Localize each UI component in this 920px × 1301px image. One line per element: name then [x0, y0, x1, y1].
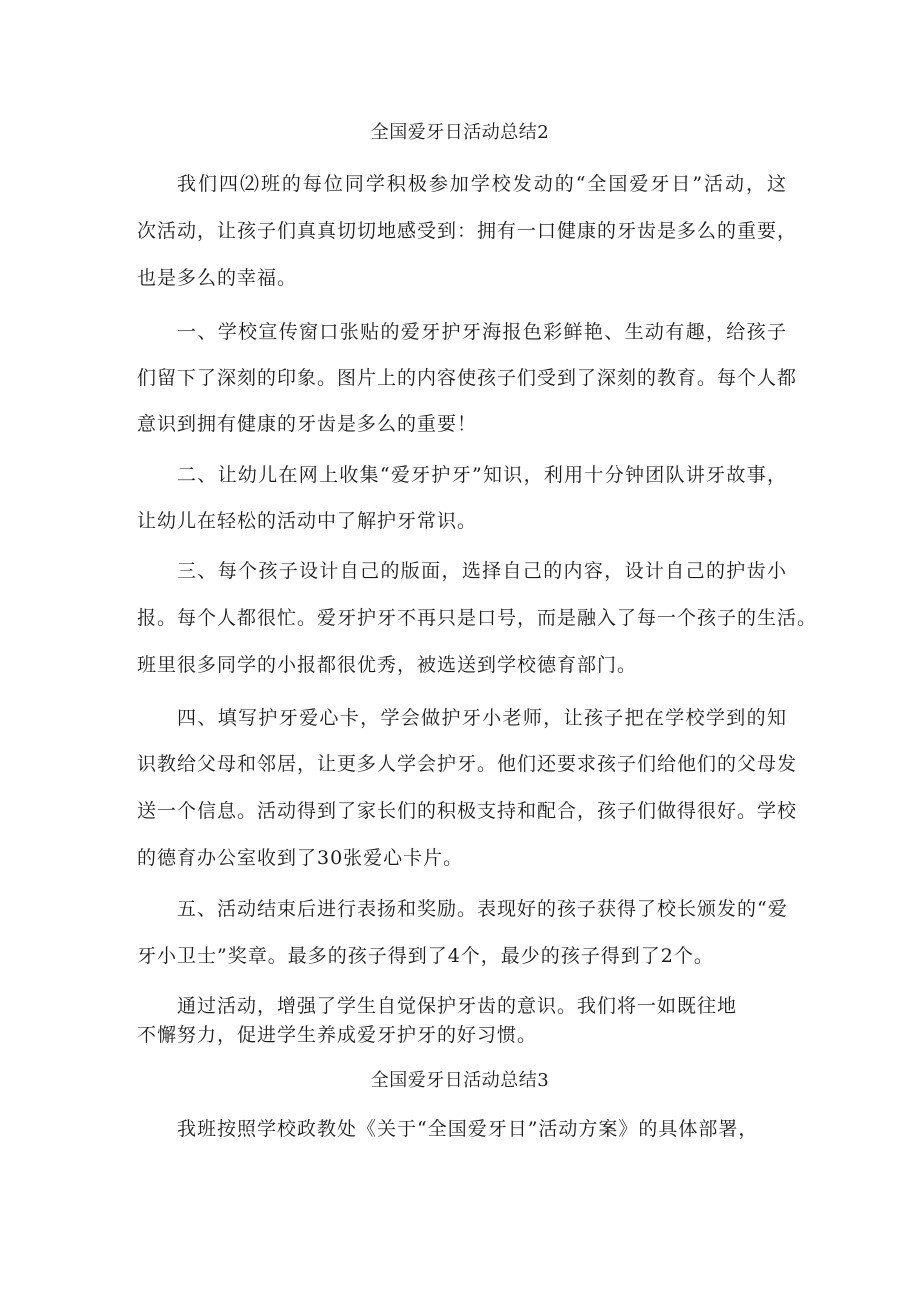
paragraph-line: 三、每个孩子设计自己的版面，选择自己的内容，设计自己的护齿小 — [177, 560, 787, 582]
section-title: 全国爱牙日活动总结2 — [370, 122, 550, 143]
paragraph-line: 牙小卫士”奖章。最多的孩子得到了4个，最少的孩子得到了2个。 — [137, 945, 714, 967]
paragraph-line: 通过活动，增强了学生自觉保护牙齿的意识。我们将一如既往地 — [177, 995, 738, 1017]
paragraph-line: 送一个信息。活动得到了家长们的积极支持和配合，孩子们做得很好。学校 — [137, 800, 798, 822]
paragraph-line: 意识到拥有健康的牙齿是多么的重要！ — [137, 413, 478, 435]
paragraph-line: 们留下了深刻的印象。图片上的内容使孩子们受到了深刻的教育。每个人都 — [137, 367, 798, 389]
paragraph-line: 五、活动结束后进行表扬和奖励。表现好的孩子获得了校长颁发的“爱 — [177, 898, 788, 920]
paragraph-line: 次活动，让孩子们真真切切地感受到：拥有一口健康的牙齿是多么的重要， — [137, 220, 798, 242]
paragraph-line: 我班按照学校政教处《关于“全国爱牙日”活动方案》的具体部署， — [177, 1118, 759, 1140]
paragraph-line: 识教给父母和邻居，让更多人学会护牙。他们还要求孩子们给他们的父母发 — [137, 753, 798, 775]
paragraph-line: 让幼儿在轻松的活动中了解护牙常识。 — [137, 510, 478, 532]
paragraph-line: 四、填写护牙爱心卡，学会做护牙小老师，让孩子把在学校学到的知 — [177, 707, 787, 729]
paragraph-line: 班里很多同学的小报都很优秀，被选送到学校德育部门。 — [137, 654, 638, 676]
paragraph-line: 一、学校宣传窗口张贴的爱牙护牙海报色彩鲜艳、生动有趣，给孩子 — [177, 321, 787, 343]
paragraph-line: 报。每个人都很忙。爱牙护牙不再只是口号，而是融入了每一个孩子的生活。 — [137, 607, 818, 629]
paragraph-line: 不懈努力，促进学生养成爱牙护牙的好习惯。 — [137, 1024, 538, 1046]
paragraph-line: 我们四⑵班的每位同学积极参加学校发动的“全国爱牙日”活动，这 — [177, 173, 787, 195]
section-title: 全国爱牙日活动总结3 — [370, 1070, 550, 1091]
paragraph-line: 二、让幼儿在网上收集“爱牙护牙”知识，利用十分钟团队讲牙故事， — [177, 464, 787, 486]
paragraph-line: 的德育办公室收到了30张爱心卡片。 — [137, 847, 464, 869]
paragraph-line: 也是多么的幸福。 — [137, 267, 298, 289]
